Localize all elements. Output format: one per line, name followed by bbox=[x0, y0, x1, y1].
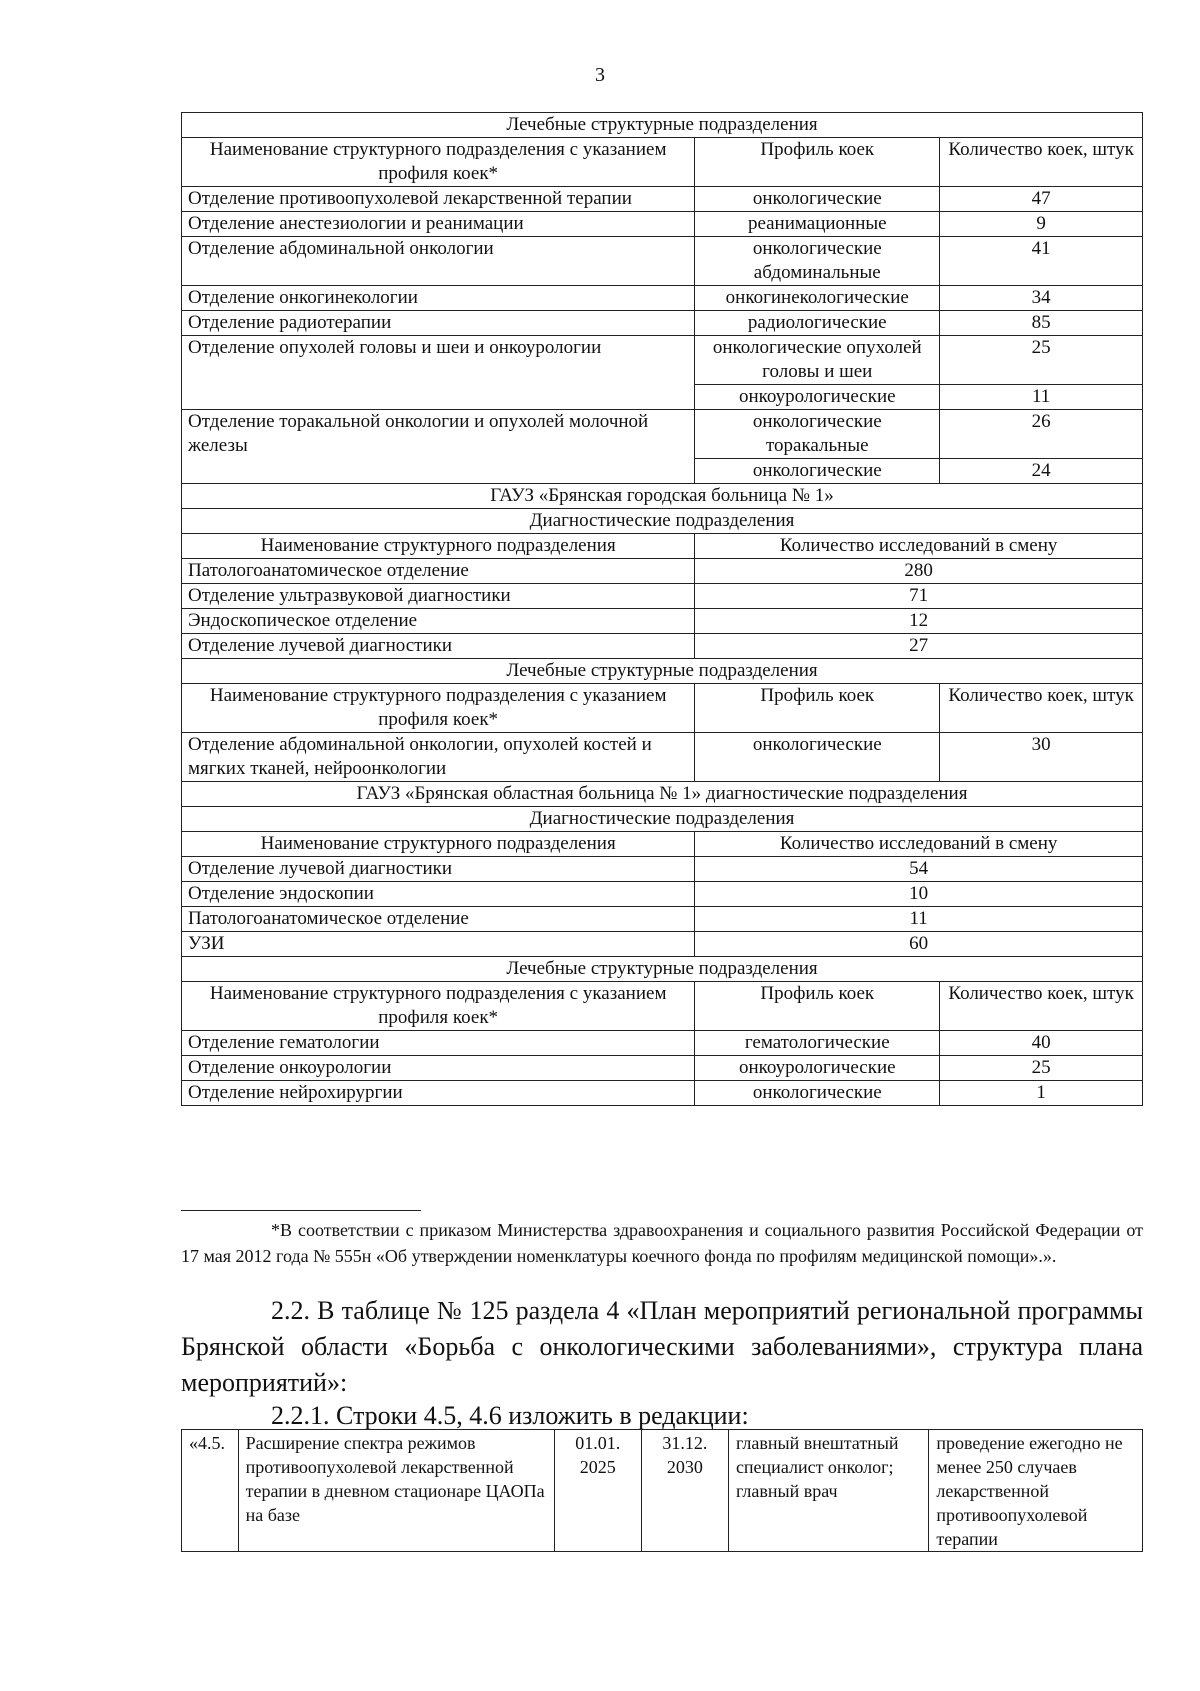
bed-count: 1 bbox=[940, 1081, 1143, 1106]
column-header-exam-count: Количество исследований в смену bbox=[695, 832, 1143, 857]
department-name: Отделение опухолей головы и шеи и онкоурологии bbox=[182, 336, 695, 410]
column-header-row bbox=[182, 832, 1143, 857]
bed-profile: радиологические bbox=[695, 311, 940, 336]
table-row bbox=[182, 1031, 1143, 1056]
plan-table bbox=[181, 1429, 1143, 1552]
section-heading: Диагностические подразделения bbox=[182, 807, 1143, 832]
column-header-profile: Профиль коек bbox=[695, 982, 940, 1031]
department-name: Отделение радиотерапии bbox=[182, 311, 695, 336]
amendment-paragraph: 2.2. В таблице № 125 раздела 4 «План мероприятий региональной программы Брянской области «Борьба с онкологическими заболеваниями», структура плана мероприятий»: bbox=[181, 1296, 1143, 1397]
table-row bbox=[182, 882, 1143, 907]
column-header-bed-count: Количество коек, штук bbox=[940, 982, 1143, 1031]
plan-row-activity: Расширение спектра режимов противоопухолевой лекарственной терапии в дневном стационаре ЦАОПа на базе bbox=[238, 1430, 554, 1552]
table-row bbox=[182, 1081, 1143, 1106]
section-heading: Лечебные структурные подразделения bbox=[182, 659, 1143, 684]
bed-count: 30 bbox=[940, 733, 1143, 782]
plan-row-start-date: 01.01. 2025 bbox=[554, 1430, 641, 1552]
exam-count: 60 bbox=[695, 932, 1143, 957]
footnote: *В соответствии с приказом Министерства здравоохранения и социального развития Российской Федерации от 17 мая 2012 года № 555н «Об утверждении номенклатуры коечного фонда по профилям медицинской помощи».». bbox=[181, 1220, 1143, 1266]
page-number: 3 bbox=[595, 64, 605, 86]
bed-profile: онкологические bbox=[695, 733, 940, 782]
facility-title-row bbox=[182, 484, 1143, 509]
column-header-name: Наименование структурного подразделения с указанием профиля коек* bbox=[182, 982, 695, 1031]
bed-profile: онкоурологические bbox=[695, 385, 940, 410]
department-name: Отделение эндоскопии bbox=[182, 882, 695, 907]
column-header-name: Наименование структурного подразделения bbox=[182, 832, 695, 857]
department-name: Отделение лучевой диагностики bbox=[182, 634, 695, 659]
bed-count: 34 bbox=[940, 286, 1143, 311]
table-row bbox=[182, 584, 1143, 609]
plan-row-responsible: главный внештатный специалист онколог; главный врач bbox=[728, 1430, 928, 1552]
section-heading-row bbox=[182, 957, 1143, 982]
department-name: Отделение противоопухолевой лекарственной терапии bbox=[182, 187, 695, 212]
table-row bbox=[182, 907, 1143, 932]
bed-profile: онкологические bbox=[695, 1081, 940, 1106]
department-name: Отделение анестезиологии и реанимации bbox=[182, 212, 695, 237]
table-row bbox=[182, 733, 1143, 782]
department-name: Отделение ультразвуковой диагностики bbox=[182, 584, 695, 609]
bed-profile: онкологические абдоминальные bbox=[695, 237, 940, 286]
bed-count: 47 bbox=[940, 187, 1143, 212]
table-row bbox=[182, 336, 1143, 385]
bed-profile: онкологические торакальные bbox=[695, 410, 940, 459]
department-name: Патологоанатомическое отделение bbox=[182, 559, 695, 584]
bed-count: 41 bbox=[940, 237, 1143, 286]
column-header-row bbox=[182, 982, 1143, 1031]
table-row bbox=[182, 212, 1143, 237]
table-row bbox=[182, 932, 1143, 957]
department-name: Отделение лучевой диагностики bbox=[182, 857, 695, 882]
section-heading: Лечебные структурные подразделения bbox=[182, 957, 1143, 982]
column-header-name: Наименование структурного подразделения с указанием профиля коек* bbox=[182, 684, 695, 733]
bed-count: 25 bbox=[940, 336, 1143, 385]
bed-count: 9 bbox=[940, 212, 1143, 237]
table-row bbox=[182, 311, 1143, 336]
department-name: Эндоскопическое отделение bbox=[182, 609, 695, 634]
exam-count: 27 bbox=[695, 634, 1143, 659]
department-name: Отделение торакальной онкологии и опухолей молочной железы bbox=[182, 410, 695, 484]
exam-count: 11 bbox=[695, 907, 1143, 932]
table-row bbox=[182, 187, 1143, 212]
department-name: УЗИ bbox=[182, 932, 695, 957]
bed-profile: онкологические bbox=[695, 187, 940, 212]
bed-count: 25 bbox=[940, 1056, 1143, 1081]
exam-count: 54 bbox=[695, 857, 1143, 882]
department-name: Отделение онкоурологии bbox=[182, 1056, 695, 1081]
plan-row bbox=[182, 1430, 1143, 1552]
table-row bbox=[182, 1056, 1143, 1081]
department-name: Патологоанатомическое отделение bbox=[182, 907, 695, 932]
facility-title: ГАУЗ «Брянская областная больница № 1» диагностические подразделения bbox=[182, 782, 1143, 807]
column-header-name: Наименование структурного подразделения bbox=[182, 534, 695, 559]
bed-count: 40 bbox=[940, 1031, 1143, 1056]
exam-count: 71 bbox=[695, 584, 1143, 609]
column-header-row bbox=[182, 138, 1143, 187]
department-name: Отделение нейрохирургии bbox=[182, 1081, 695, 1106]
bed-profile: гематологические bbox=[695, 1031, 940, 1056]
column-header-profile: Профиль коек bbox=[695, 138, 940, 187]
bed-profile: онкологические bbox=[695, 459, 940, 484]
facility-title-row bbox=[182, 782, 1143, 807]
section-heading-row bbox=[182, 509, 1143, 534]
column-header-exam-count: Количество исследований в смену bbox=[695, 534, 1143, 559]
department-name: Отделение абдоминальной онкологии, опухолей костей и мягких тканей, нейроонкологии bbox=[182, 733, 695, 782]
bed-profile: онкоурологические bbox=[695, 1056, 940, 1081]
section-heading: Диагностические подразделения bbox=[182, 509, 1143, 534]
table-row bbox=[182, 559, 1143, 584]
column-header-profile: Профиль коек bbox=[695, 684, 940, 733]
department-name: Отделение абдоминальной онкологии bbox=[182, 237, 695, 286]
column-header-bed-count: Количество коек, штук bbox=[940, 684, 1143, 733]
column-header-bed-count: Количество коек, штук bbox=[940, 138, 1143, 187]
exam-count: 12 bbox=[695, 609, 1143, 634]
departments-table bbox=[181, 112, 1143, 1106]
section-heading-row bbox=[182, 113, 1143, 138]
table-row bbox=[182, 634, 1143, 659]
section-heading-row bbox=[182, 807, 1143, 832]
plan-row-end-date: 31.12. 2030 bbox=[641, 1430, 728, 1552]
plan-row-number: «4.5. bbox=[182, 1430, 239, 1552]
table-row bbox=[182, 609, 1143, 634]
column-header-row bbox=[182, 534, 1143, 559]
department-name: Отделение гематологии bbox=[182, 1031, 695, 1056]
department-name: Отделение онкогинекологии bbox=[182, 286, 695, 311]
column-header-name: Наименование структурного подразделения с указанием профиля коек* bbox=[182, 138, 695, 187]
bed-profile: онкогинекологические bbox=[695, 286, 940, 311]
facility-title: ГАУЗ «Брянская городская больница № 1» bbox=[182, 484, 1143, 509]
footnote-rule bbox=[181, 1210, 421, 1211]
plan-row-result: проведение ежегодно не менее 250 случаев лекарственной противоопухолевой терапии bbox=[929, 1430, 1143, 1552]
bed-count: 11 bbox=[940, 385, 1143, 410]
exam-count: 10 bbox=[695, 882, 1143, 907]
bed-count: 26 bbox=[940, 410, 1143, 459]
bed-profile: онкологические опухолей головы и шеи bbox=[695, 336, 940, 385]
table-row bbox=[182, 286, 1143, 311]
section-heading-row bbox=[182, 659, 1143, 684]
exam-count: 280 bbox=[695, 559, 1143, 584]
table-row bbox=[182, 857, 1143, 882]
table-row bbox=[182, 410, 1143, 459]
bed-count: 85 bbox=[940, 311, 1143, 336]
amendment-subparagraph: 2.2.1. Строки 4.5, 4.6 изложить в редакции: bbox=[271, 1401, 749, 1430]
bed-count: 24 bbox=[940, 459, 1143, 484]
table-row bbox=[182, 237, 1143, 286]
bed-profile: реанимационные bbox=[695, 212, 940, 237]
section-heading: Лечебные структурные подразделения bbox=[182, 113, 1143, 138]
column-header-row bbox=[182, 684, 1143, 733]
